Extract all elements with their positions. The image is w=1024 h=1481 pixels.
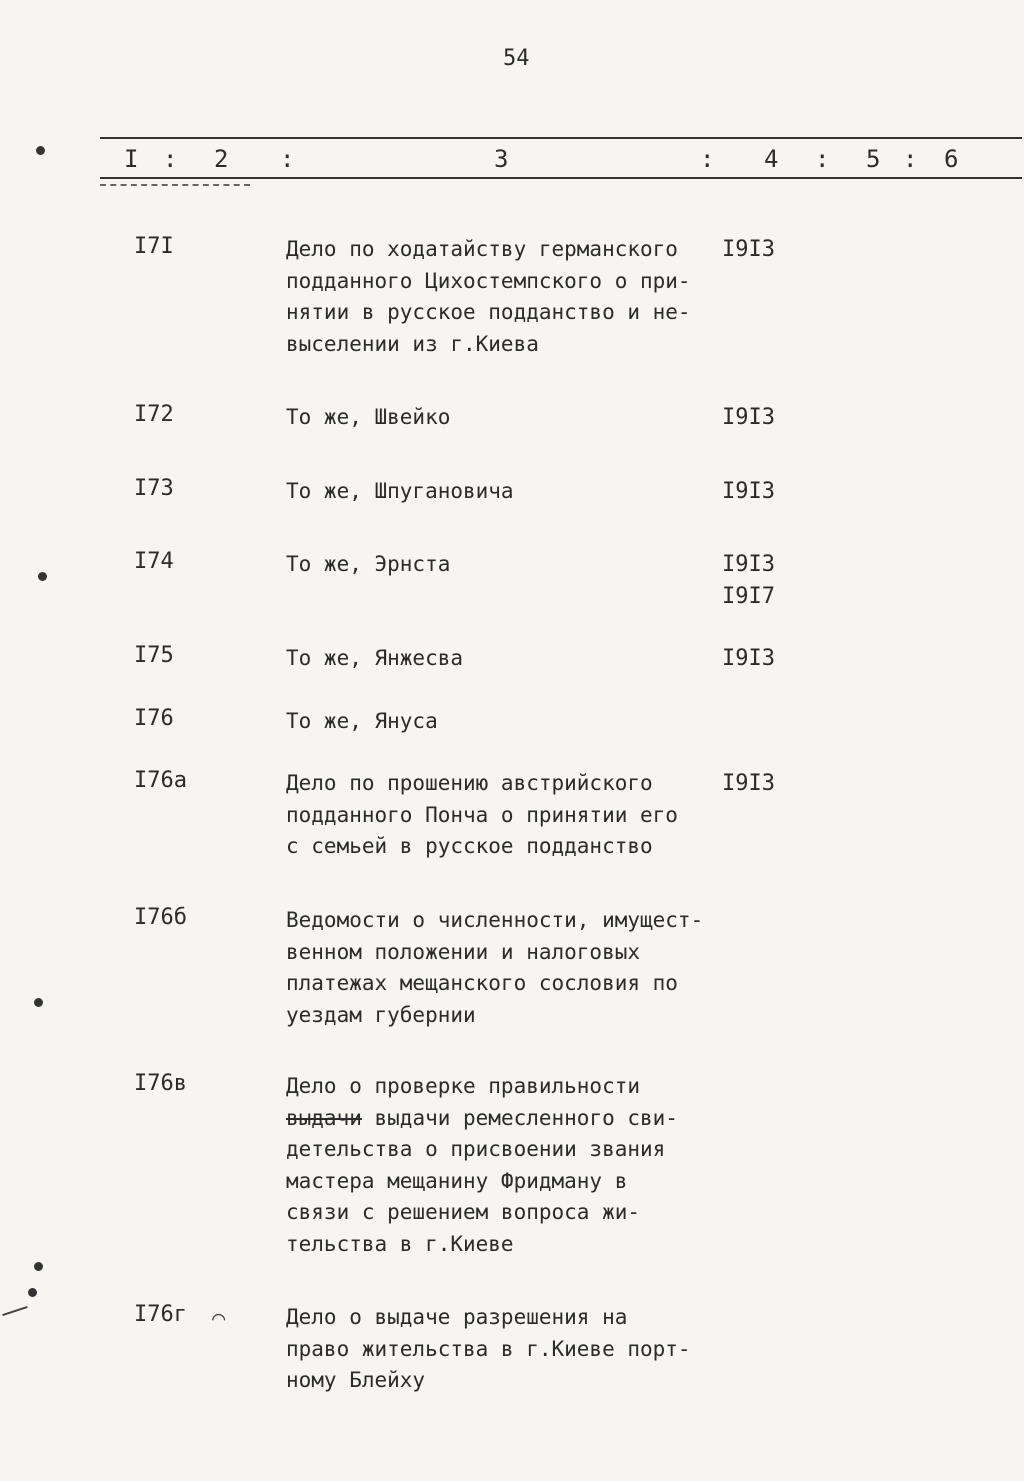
entry-description bbox=[286, 476, 716, 508]
table-header-bottom-rule bbox=[100, 177, 1022, 179]
column-6-header: 6 bbox=[944, 145, 959, 173]
description-line: выселении из г.Киева bbox=[286, 331, 539, 356]
entry-years bbox=[722, 402, 775, 434]
entry-number: I75 bbox=[134, 643, 174, 668]
column-separator: : bbox=[163, 145, 178, 173]
column-separator: : bbox=[280, 145, 295, 173]
entry-year: I9I7 bbox=[722, 583, 775, 609]
entry-number: I76в bbox=[134, 1071, 187, 1096]
entry-description bbox=[286, 768, 716, 863]
description-line: мастера мещанину Фридману в bbox=[286, 1168, 628, 1193]
entry-year: I9I3 bbox=[722, 405, 775, 430]
entry-number: I72 bbox=[134, 402, 174, 427]
description-line: То же, Шпугановича bbox=[286, 479, 514, 503]
struck-word: выдачи bbox=[286, 1105, 362, 1130]
entry-years bbox=[722, 768, 775, 800]
entry-years bbox=[722, 476, 775, 508]
column-4-header: 4 bbox=[764, 145, 779, 173]
entry-number: I73 bbox=[134, 476, 174, 501]
description-line-text: выдачи ремесленного сви- bbox=[374, 1105, 678, 1130]
entry-years bbox=[722, 234, 775, 266]
description-line: Дело по ходатайству германского bbox=[286, 237, 678, 261]
entry-year: I9I3 bbox=[722, 552, 775, 577]
entry-year: I9I3 bbox=[722, 479, 775, 504]
description-line: подданного Цихостемпского о при- bbox=[286, 268, 691, 293]
description-line: право жительства в г.Киеве порт- bbox=[286, 1336, 691, 1361]
description-line: Дело по прошению австрийского bbox=[286, 771, 653, 795]
description-line: с семьей в русское подданство bbox=[286, 834, 653, 858]
entry-number: I76а bbox=[134, 768, 187, 793]
description-line: подданного Понча о принятии его bbox=[286, 802, 678, 827]
binding-hole bbox=[28, 1288, 37, 1297]
entry-description bbox=[286, 706, 716, 738]
table-header-dashed-rule bbox=[100, 184, 250, 186]
description-line: тельства в г.Киеве bbox=[286, 1231, 514, 1256]
binding-hole bbox=[36, 146, 45, 155]
margin-stroke bbox=[2, 1306, 27, 1316]
column-5-header: 5 bbox=[866, 145, 881, 173]
column-2-header: 2 bbox=[214, 145, 229, 173]
column-separator: : bbox=[903, 145, 918, 173]
description-line: То же, Янжесва bbox=[286, 646, 464, 670]
page-number: 54 bbox=[503, 46, 530, 71]
entry-number: I76г bbox=[134, 1302, 187, 1327]
description-line: Ведомости о численности, имущест- bbox=[286, 908, 704, 932]
entry-number: I7I bbox=[134, 234, 174, 259]
description-line: ному Блейху bbox=[286, 1368, 426, 1392]
description-line: То же, Швейко bbox=[286, 405, 451, 429]
description-line: То же, Януса bbox=[286, 709, 438, 733]
entry-year: I9I3 bbox=[722, 646, 775, 671]
table-column-header bbox=[0, 145, 1024, 175]
entry-description bbox=[286, 1302, 716, 1397]
entry-description bbox=[286, 234, 716, 360]
entry-number: I76 bbox=[134, 706, 174, 731]
column-1-header: I bbox=[124, 145, 139, 173]
description-line: венном положении и налоговых bbox=[286, 939, 641, 964]
description-line: Дело о проверке правильности bbox=[286, 1074, 641, 1098]
description-line bbox=[286, 1103, 716, 1135]
entry-years bbox=[722, 549, 775, 612]
description-line: То же, Эрнста bbox=[286, 552, 451, 576]
binding-hole bbox=[34, 998, 43, 1007]
binding-hole bbox=[34, 1262, 43, 1271]
entry-year: I9I3 bbox=[722, 771, 775, 796]
column-separator: : bbox=[815, 145, 830, 173]
column-separator: : bbox=[700, 145, 715, 173]
table-header-top-rule bbox=[100, 137, 1022, 139]
description-line: платежах мещанского сословия по bbox=[286, 971, 678, 995]
entry-description bbox=[286, 905, 716, 1031]
entry-description bbox=[286, 643, 716, 675]
entry-description bbox=[286, 549, 716, 581]
description-line: нятии в русское подданство и не- bbox=[286, 300, 691, 324]
entry-description bbox=[286, 402, 716, 434]
column-3-header: 3 bbox=[494, 145, 509, 173]
description-line: детельства о присвоении звания bbox=[286, 1137, 666, 1161]
description-line: связи с решением вопроса жи- bbox=[286, 1200, 641, 1224]
description-line: Дело о выдаче разрешения на bbox=[286, 1305, 628, 1329]
entry-year: I9I3 bbox=[722, 237, 775, 262]
description-line: уездам губернии bbox=[286, 1002, 476, 1027]
entry-number: I74 bbox=[134, 549, 174, 574]
binding-hole bbox=[38, 572, 47, 581]
entry-description bbox=[286, 1071, 716, 1260]
handwritten-mark: ⌒ bbox=[212, 1306, 226, 1331]
entry-years bbox=[722, 643, 775, 675]
entry-number: I76б bbox=[134, 905, 187, 930]
